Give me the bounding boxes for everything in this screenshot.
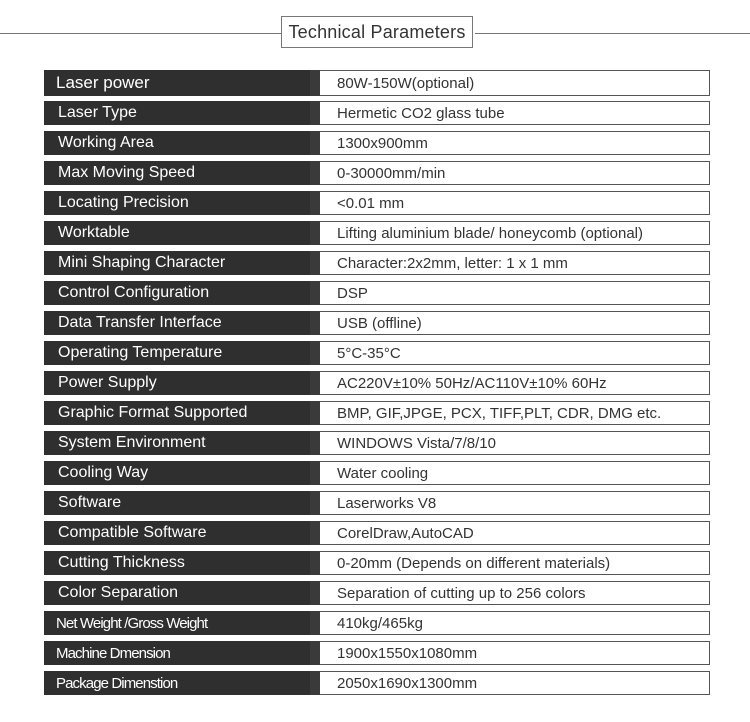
spec-value: 80W-150W(optional) xyxy=(320,70,710,96)
spec-label: Worktable xyxy=(44,221,310,245)
spec-row-control-configuration xyxy=(44,281,710,305)
spec-label: Laser power xyxy=(44,70,310,96)
spec-row-worktable xyxy=(44,221,710,245)
spec-row-system-environment xyxy=(44,431,710,455)
spec-row-laser-type xyxy=(44,101,710,125)
row-separator xyxy=(310,461,320,485)
header-divider-right xyxy=(475,33,750,34)
row-separator xyxy=(310,581,320,605)
spec-value: 1900x1550x1080mm xyxy=(320,641,710,665)
spec-table xyxy=(44,70,710,701)
section-title: Technical Parameters xyxy=(281,16,473,48)
spec-label: Laser Type xyxy=(44,101,310,125)
spec-value: Water cooling xyxy=(320,461,710,485)
spec-label: Power Supply xyxy=(44,371,310,395)
row-separator xyxy=(310,641,320,665)
spec-row-machine-dimension xyxy=(44,641,710,665)
row-separator xyxy=(310,281,320,305)
row-separator xyxy=(310,131,320,155)
spec-label: Operating Temperature xyxy=(44,341,310,365)
spec-label: Graphic Format Supported xyxy=(44,401,310,425)
spec-value: BMP, GIF,JPGE, PCX, TIFF,PLT, CDR, DMG etc. xyxy=(320,401,710,425)
row-separator xyxy=(310,70,320,96)
row-separator xyxy=(310,371,320,395)
spec-row-data-transfer-interface xyxy=(44,311,710,335)
spec-label: Cooling Way xyxy=(44,461,310,485)
spec-value: DSP xyxy=(320,281,710,305)
row-separator xyxy=(310,401,320,425)
spec-row-cutting-thickness xyxy=(44,551,710,575)
spec-value: Lifting aluminium blade/ honeycomb (optional) xyxy=(320,221,710,245)
spec-value: Laserworks V8 xyxy=(320,491,710,515)
spec-row-operating-temperature xyxy=(44,341,710,365)
spec-row-net-gross-weight xyxy=(44,611,710,635)
row-separator xyxy=(310,341,320,365)
row-separator xyxy=(310,251,320,275)
spec-value: WINDOWS Vista/7/8/10 xyxy=(320,431,710,455)
spec-value: AC220V±10% 50Hz/AC110V±10% 60Hz xyxy=(320,371,710,395)
row-separator xyxy=(310,101,320,125)
spec-label: Color Separation xyxy=(44,581,310,605)
spec-row-mini-shaping-character xyxy=(44,251,710,275)
spec-row-laser-power xyxy=(44,70,710,96)
spec-row-power-supply xyxy=(44,371,710,395)
spec-row-software xyxy=(44,491,710,515)
spec-value: 0-20mm (Depends on different materials) xyxy=(320,551,710,575)
row-separator xyxy=(310,671,320,695)
spec-value: CorelDraw,AutoCAD xyxy=(320,521,710,545)
spec-value: 410kg/465kg xyxy=(320,611,710,635)
spec-value: <0.01 mm xyxy=(320,191,710,215)
spec-row-cooling-way xyxy=(44,461,710,485)
row-separator xyxy=(310,311,320,335)
spec-label: System Environment xyxy=(44,431,310,455)
spec-value: 5°C-35°C xyxy=(320,341,710,365)
spec-label: Software xyxy=(44,491,310,515)
section-header xyxy=(0,16,750,50)
spec-row-working-area xyxy=(44,131,710,155)
spec-label: Cutting Thickness xyxy=(44,551,310,575)
spec-row-package-dimension xyxy=(44,671,710,695)
spec-row-compatible-software xyxy=(44,521,710,545)
row-separator xyxy=(310,161,320,185)
spec-label: Machine Dmension xyxy=(44,641,310,665)
spec-label: Net Weight /Gross Weight xyxy=(44,611,310,635)
spec-row-locating-precision xyxy=(44,191,710,215)
spec-row-graphic-format xyxy=(44,401,710,425)
spec-label: Control Configuration xyxy=(44,281,310,305)
spec-label: Compatible Software xyxy=(44,521,310,545)
row-separator xyxy=(310,521,320,545)
spec-label: Max Moving Speed xyxy=(44,161,310,185)
spec-row-color-separation xyxy=(44,581,710,605)
spec-value: Hermetic CO2 glass tube xyxy=(320,101,710,125)
header-divider-left xyxy=(0,33,281,34)
row-separator xyxy=(310,191,320,215)
row-separator xyxy=(310,551,320,575)
spec-label: Locating Precision xyxy=(44,191,310,215)
spec-value: 0-30000mm/min xyxy=(320,161,710,185)
spec-row-max-moving-speed xyxy=(44,161,710,185)
spec-label: Working Area xyxy=(44,131,310,155)
spec-label: Data Transfer Interface xyxy=(44,311,310,335)
spec-value: USB (offline) xyxy=(320,311,710,335)
spec-label: Package Dimenstion xyxy=(44,671,310,695)
row-separator xyxy=(310,431,320,455)
row-separator xyxy=(310,611,320,635)
spec-value: 1300x900mm xyxy=(320,131,710,155)
spec-label: Mini Shaping Character xyxy=(44,251,310,275)
spec-value: Separation of cutting up to 256 colors xyxy=(320,581,710,605)
row-separator xyxy=(310,491,320,515)
spec-value: Character:2x2mm, letter: 1 x 1 mm xyxy=(320,251,710,275)
row-separator xyxy=(310,221,320,245)
spec-value: 2050x1690x1300mm xyxy=(320,671,710,695)
